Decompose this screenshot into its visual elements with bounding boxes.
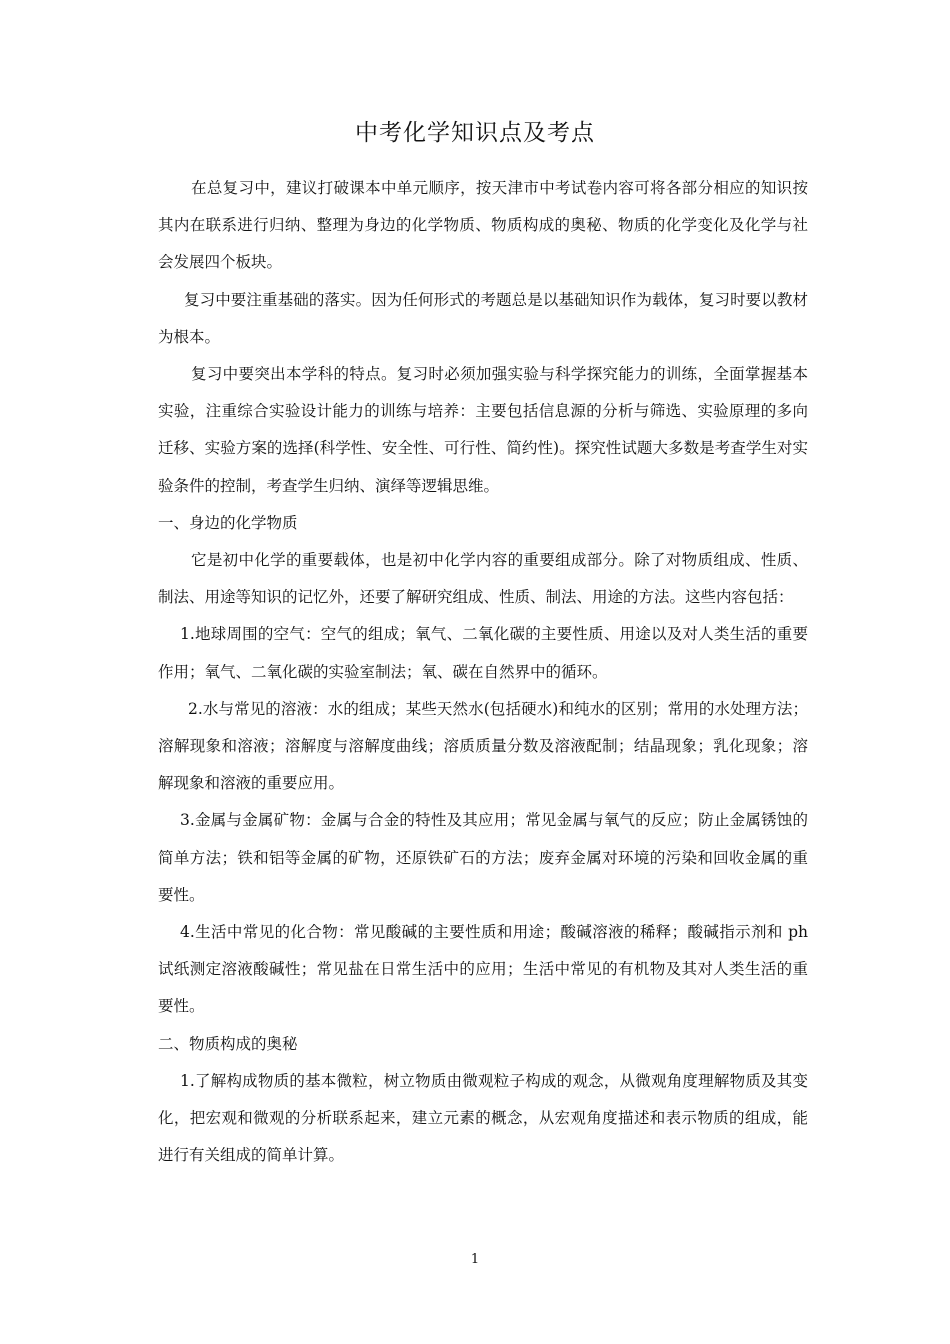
list-item-section2-1: 1.了解构成物质的基本微粒，树立物质由微观粒子构成的观念，从微观角度理解物质及其变化，把宏观和微观的分析联系起来，建立元素的概念，从宏观角度描述和表示物质的组成，能进行有关组成的简单计算。 xyxy=(158,1071,808,1165)
section-heading-1: 一、身边的化学物质 xyxy=(158,513,298,532)
paragraph-intro: 在总复习中，建议打破课本中单元顺序，按天津市中考试卷内容可将各部分相应的知识按其内在联系进行归纳、整理为身边的化学物质、物质构成的奥秘、物质的化学变化及化学与社会发展四个板块。 xyxy=(158,179,808,272)
section-heading-2: 二、物质构成的奥秘 xyxy=(158,1034,298,1053)
list-item-2: 2.水与常见的溶液：水的组成；某些天然水(包括硬水)和纯水的区别；常用的水处理方法；溶解现象和溶液；溶解度与溶解度曲线；溶质质量分数及溶液配制；结晶现象；乳化现象；溶解现象和溶液的重要应用。 xyxy=(158,699,808,793)
list-item-1: 1.地球周围的空气：空气的组成；氧气、二氧化碳的主要性质、用途以及对人类生活的重要作用；氧气、二氧化碳的实验室制法；氧、碳在自然界中的循环。 xyxy=(158,625,808,681)
paragraph-basics: 复习中要注重基础的落实。因为任何形式的考题总是以基础知识作为载体，复习时要以教材为根本。 xyxy=(158,290,808,346)
list-item-3: 3.金属与金属矿物：金属与合金的特性及其应用；常见金属与氧气的反应；防止金属锈蚀的简单方法；铁和铝等金属的矿物，还原铁矿石的方法；废弃金属对环境的污染和回收金属的重要性。 xyxy=(158,811,808,904)
paragraph-features: 复习中要突出本学科的特点。复习时必须加强实验与科学探究能力的训练，全面掌握基本实验，注重综合实验设计能力的训练与培养：主要包括信息源的分析与筛选、实验原理的多向迁移、实验方案的选择(科学性、安全性、可行性、简约性)。探究性试题大多数是考查学生对实验条件的控制，考查学生归纳、演绎等逻辑思维。 xyxy=(158,365,808,495)
page-title: 中考化学知识点及考点 xyxy=(355,120,595,146)
list-item-4: 4.生活中常见的化合物：常见酸碱的主要性质和用途；酸碱溶液的稀释；酸碱指示剂和 ph 试纸测定溶液酸碱性；常见盐在日常生活中的应用；生活中常见的有机物及其对人类生活的重要性。 xyxy=(158,923,808,1016)
paragraph-section1-intro: 它是初中化学的重要载体，也是初中化学内容的重要组成部分。除了对物质组成、性质、制法、用途等知识的记忆外，还要了解研究组成、性质、制法、用途的方法。这些内容包括： xyxy=(158,551,808,607)
document-body xyxy=(158,170,808,1174)
page-number: 1 xyxy=(470,1252,480,1267)
